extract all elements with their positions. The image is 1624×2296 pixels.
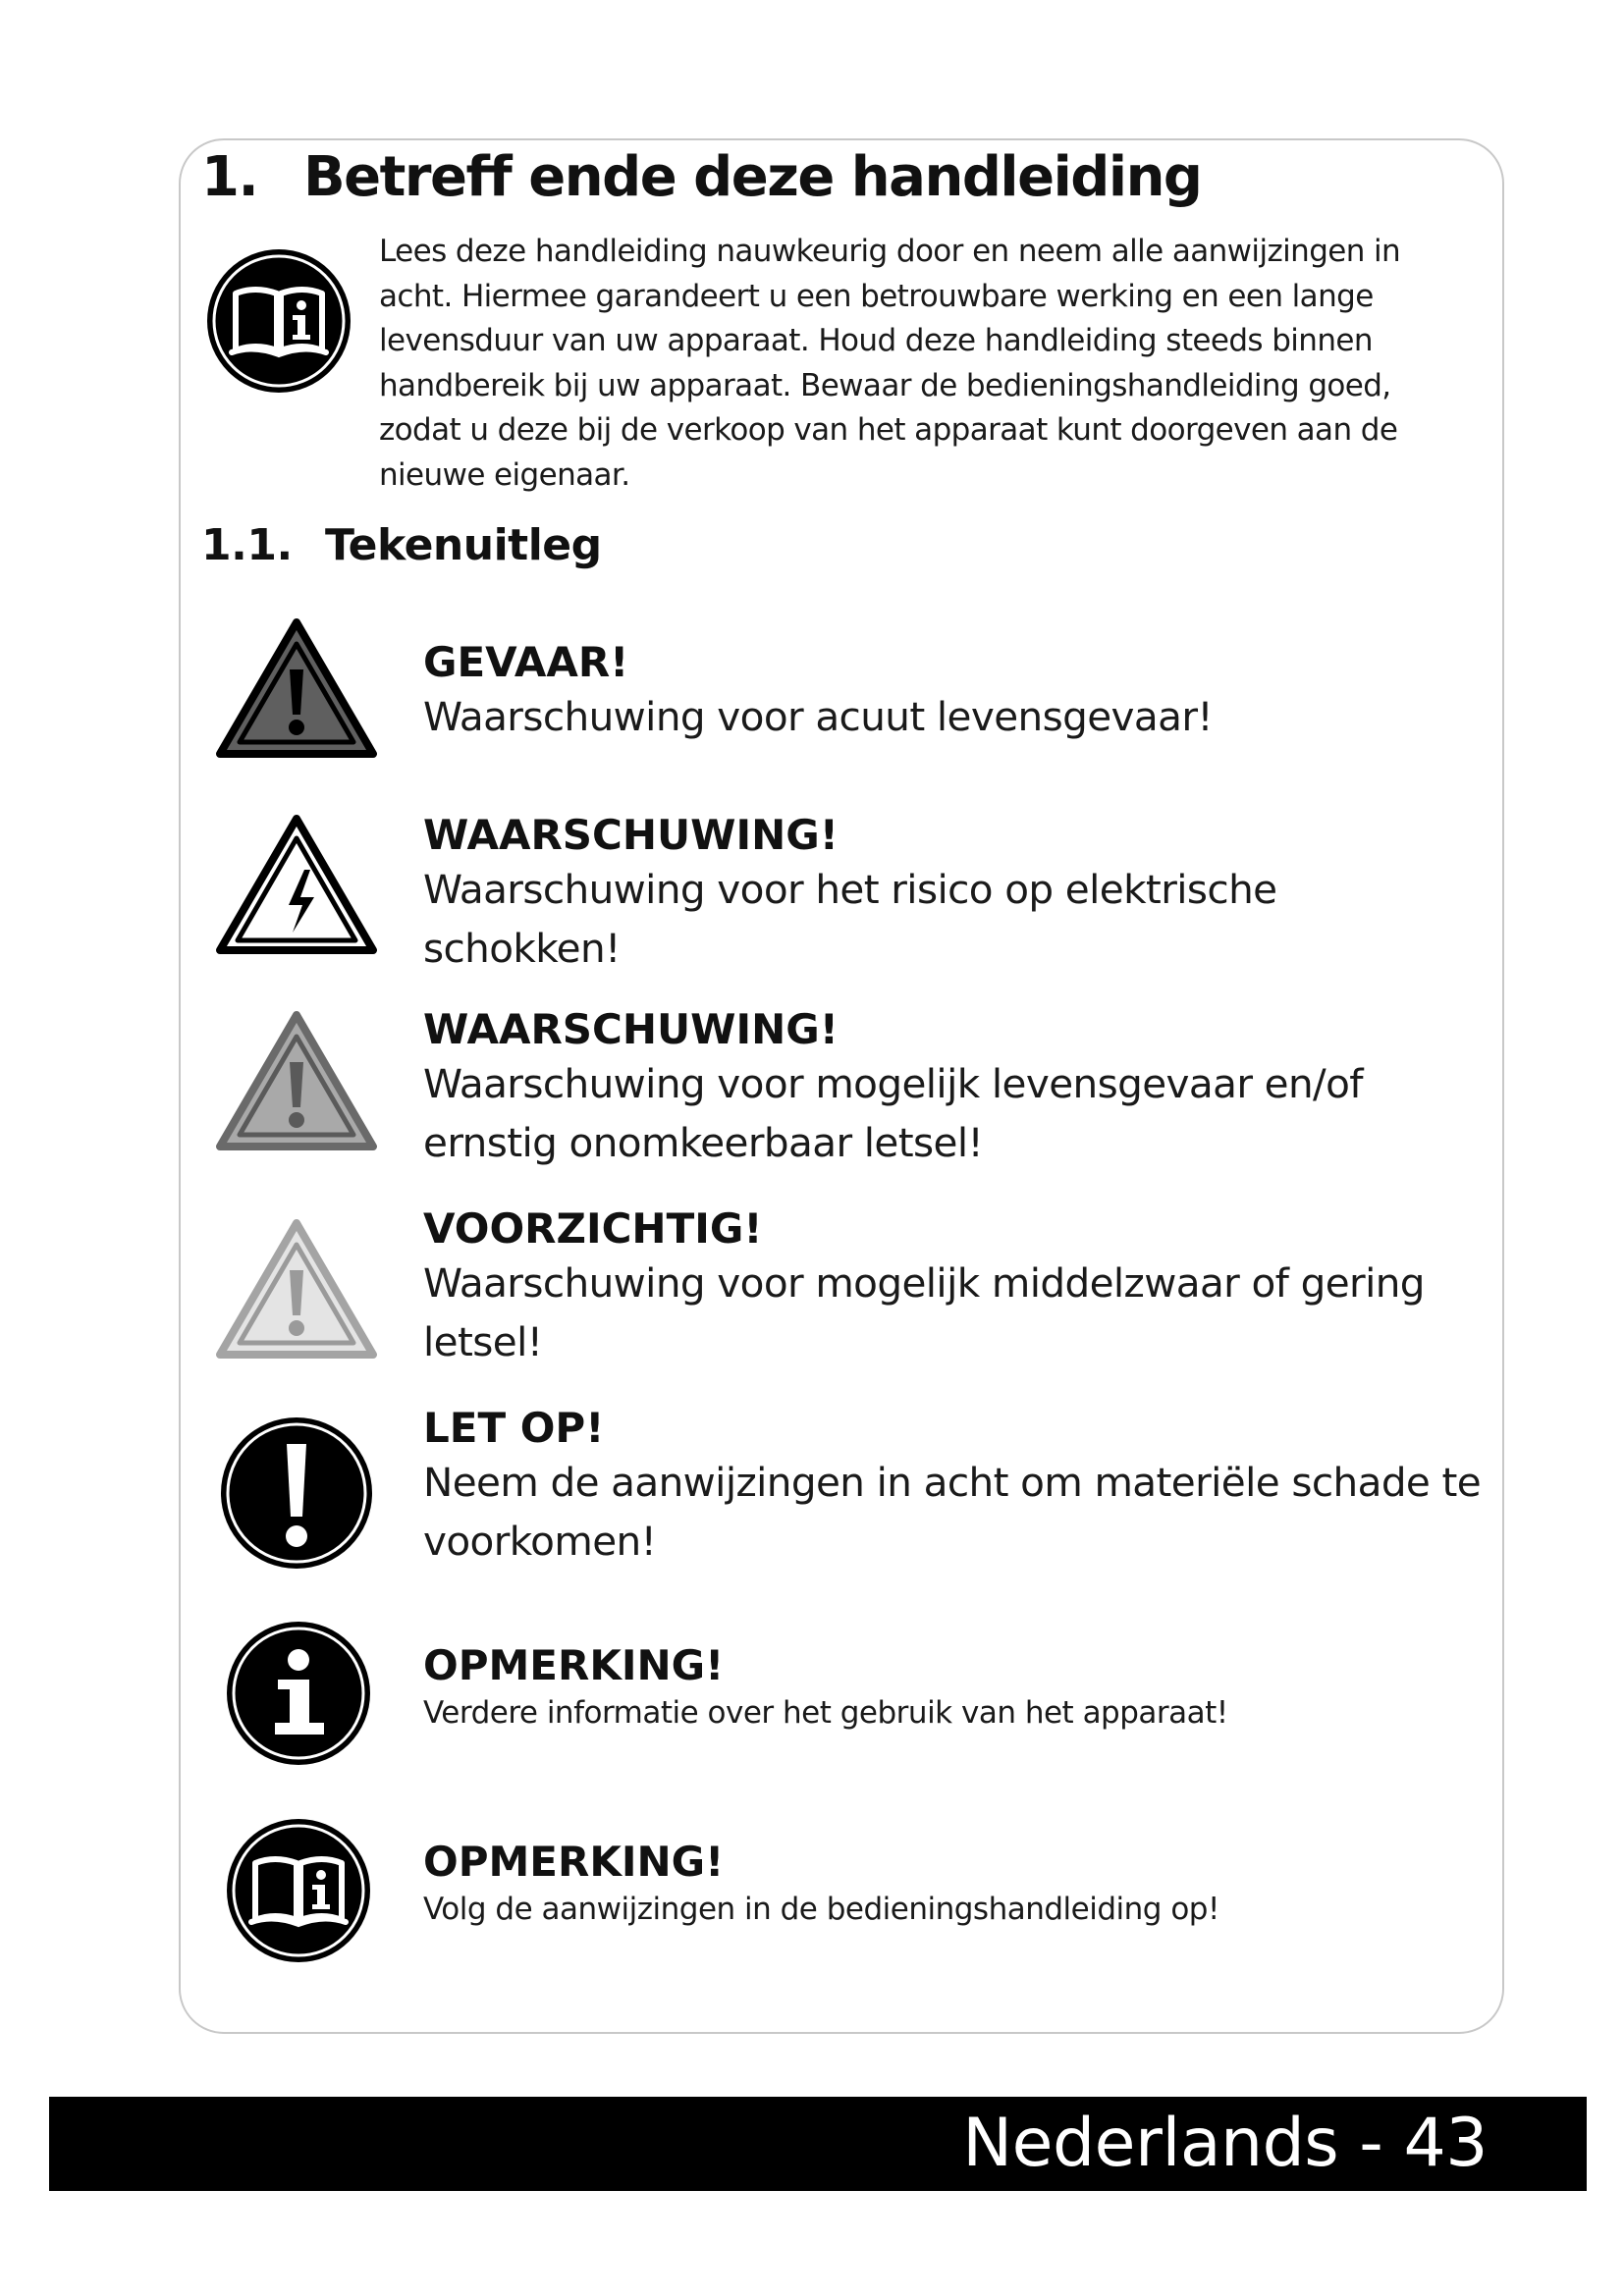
section-heading [201, 145, 1202, 209]
symbol-description: Waarschuwing voor acuut levensgevaar! [423, 693, 1214, 740]
warning-triangle-icon [216, 1009, 377, 1154]
symbol-warning [423, 1005, 1484, 1172]
danger-warning-triangle-icon [216, 616, 377, 762]
symbol-electric-warning [423, 811, 1484, 978]
symbol-heading: OPMERKING! [423, 1641, 725, 1689]
symbol-heading: LET OP! [423, 1404, 605, 1452]
symbol-heading: GEVAAR! [423, 638, 629, 686]
symbol-note-info [423, 1641, 1484, 1735]
info-book-icon [224, 1816, 373, 1965]
section-number: 1. [201, 145, 258, 209]
caution-triangle-icon [216, 1217, 377, 1362]
symbol-heading: VOORZICHTIG! [423, 1204, 763, 1253]
symbol-description: Verdere informatie over het gebruik van het apparaat! [423, 1695, 1228, 1731]
symbol-heading: WAARSCHUWING! [423, 1005, 839, 1053]
exclamation-circle-icon [218, 1415, 375, 1572]
info-circle-icon [224, 1619, 373, 1768]
symbol-heading: OPMERKING! [423, 1838, 725, 1886]
info-book-icon [204, 246, 353, 396]
symbol-description: Waarschuwing voor mogelijk levensgevaar en/of ernstig onomkeerbaar letsel! [423, 1060, 1363, 1166]
section-title: Betreff ende deze handleiding [303, 145, 1202, 209]
intro-paragraph: Lees deze handleiding nauwkeurig door en neem alle aanwijzingen in acht. Hiermee garandeert u een betrouwbare werking en een lange levensduur van uw apparaat. Houd deze handleiding steeds binnen handbereik bij uw apparaat. Bewaar de bedieningshandleiding goed, zodat u deze bij de verkoop van het apparaat kunt doorgeven aan de nieuwe eigenaar. [379, 234, 1401, 493]
subsection-title: Tekenuitleg [325, 520, 602, 570]
symbol-attention [423, 1404, 1484, 1571]
symbol-description: Waarschuwing voor mogelijk middelzwaar of gering letsel! [423, 1259, 1425, 1365]
subsection-heading [201, 520, 602, 570]
symbol-heading: WAARSCHUWING! [423, 811, 839, 859]
page-footer-label: Nederlands - 43 [962, 2105, 1488, 2182]
symbol-description: Neem de aanwijzingen in acht om materiële schade te voorkomen! [423, 1459, 1482, 1565]
subsection-number: 1.1. [201, 520, 293, 570]
symbol-description: Volg de aanwijzingen in de bedieningshandleiding op! [423, 1892, 1219, 1927]
electric-shock-warning-icon [216, 813, 377, 958]
footer-bar [49, 2097, 1587, 2191]
symbol-note-manual [423, 1838, 1484, 1932]
symbol-description: Waarschuwing voor het risico op elektrische schokken! [423, 866, 1277, 972]
symbol-caution [423, 1204, 1484, 1371]
symbol-danger [423, 638, 1484, 746]
